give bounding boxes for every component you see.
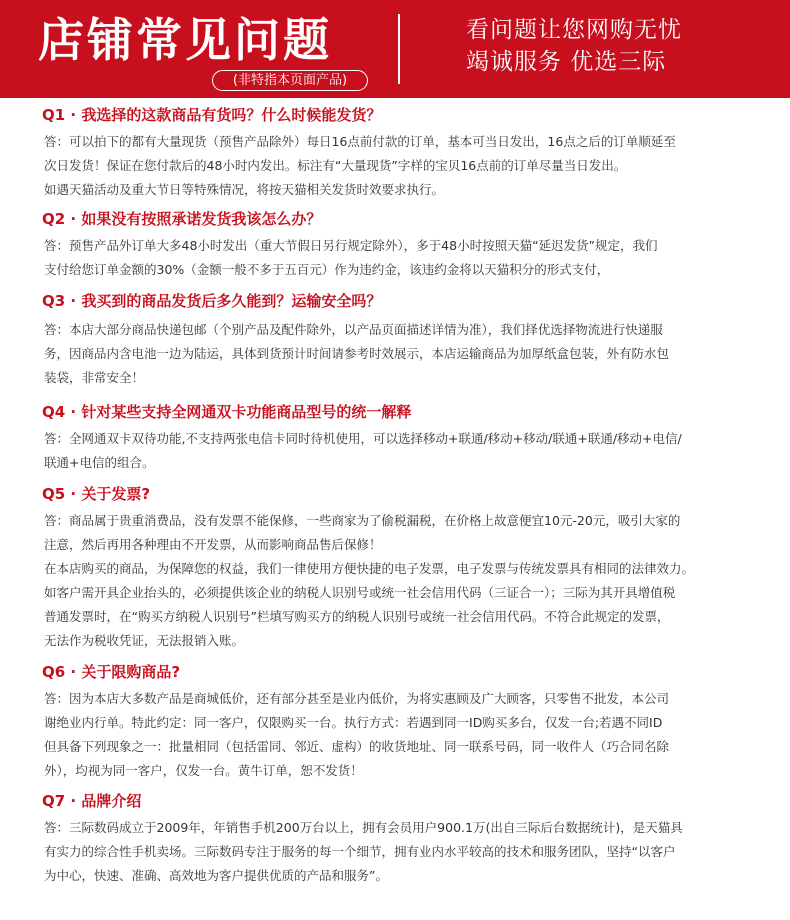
faq-answer [44, 318, 764, 390]
answer-line: 答：预售产品外订单大多48小时发出（重大节假日另行规定除外），多于48小时按照天猫“延迟发货”规定，我们 [44, 238, 658, 253]
answer-line: 答：三际数码成立于2009年，年销售手机200万台以上，拥有会员用户900.1万(出自三际后台数据统计)，是天猫具 [44, 820, 683, 835]
answer-line: 在本店购买的商品，为保障您的权益，我们一律使用方便快捷的电子发票，电子发票与传统发票具有相同的法律效力。 [44, 561, 695, 576]
answer-line: 注意，然后再用各种理由不开发票，从而影响商品售后保修！ [44, 537, 382, 552]
slogan-block [466, 14, 682, 78]
answer-line: 次日发货！保证在您付款后的48小时内发出。标注有“大量现货”字样的宝贝16点前的订单尽量当日发出。 [44, 158, 627, 173]
answer-line: 为中心，快速、准确、高效地为客户提供优质的产品和服务”。 [44, 868, 388, 883]
answer-line: 如客户需开具企业抬头的，必须提供该企业的纳税人识别号或统一社会信用代码（三证合一）；三际为其开具增值税 [44, 585, 676, 600]
faq-question: Q3 · 我买到的商品发货后多久能到？运输安全吗？ [42, 292, 382, 310]
answer-line: 答：可以拍下的都有大量现货（预售产品除外）每日16点前付款的订单，基本可当日发出，16点之后的订单顺延至 [44, 134, 676, 149]
answer-line: 联通+电信的组合。 [44, 455, 155, 470]
faq-question: Q5 · 关于发票? [42, 485, 151, 503]
answer-line: 外），均视为同一客户，仅发一台。黄牛订单，恕不发货！ [44, 763, 363, 778]
slogan-line-1: 看问题让您网购无忧 [466, 17, 682, 43]
faq-question: Q6 · 关于限购商品? [42, 663, 181, 681]
answer-line: 有实力的综合性手机卖场。三际数码专注于服务的每一个细节，拥有业内水平较高的技术和服务团队，坚持“以客户 [44, 844, 676, 859]
answer-line: 如遇天猫活动及重大节日等特殊情况，将按天猫相关发货时效要求执行。 [44, 182, 445, 197]
answer-line: 答：全网通双卡双待功能,不支持两张电信卡同时待机使用，可以选择移动+联通/移动+移动/联通+联通/移动+电信/ [44, 431, 682, 446]
faq-answer [44, 234, 764, 282]
faq-question: Q1 · 我选择的这款商品有货吗？什么时候能发货？ [42, 106, 382, 124]
faq-question: Q4 · 针对某些支持全网通双卡功能商品型号的统一解释 [42, 403, 412, 421]
faq-question: Q2 · 如果没有按照承诺发货我该怎么办？ [42, 210, 322, 228]
header-banner [0, 0, 790, 98]
slogan-line-2: 竭诚服务 优选三际 [466, 49, 667, 75]
answer-line: 答：本店大部分商品快递包邮（个别产品及配件除外，以产品页面描述详情为准），我们择优选择物流进行快递服 [44, 322, 663, 337]
answer-line: 普通发票时，在“购买方纳税人识别号”栏填写购买方的纳税人识别号或统一社会信用代码。不符合此规定的发票， [44, 609, 670, 624]
answer-line: 答：商品属于贵重消费品，没有发票不能保修，一些商家为了偷税漏税，在价格上故意便宜10元-20元，吸引大家的 [44, 513, 681, 528]
faq-answer [44, 427, 764, 475]
disclaimer-badge: (非特指本页面产品) [212, 70, 368, 91]
answer-line: 务，因商品内含电池一边为陆运，具体到货预计时间请参考时效展示，本店运输商品为加厚纸盒包装，外有防水包 [44, 346, 670, 361]
answer-line: 支付给您订单金额的30%（金额一般不多于五百元）作为违约金，该违约金将以天猫积分的形式支付， [44, 262, 610, 277]
faq-answer [44, 816, 764, 888]
answer-line: 无法作为税收凭证，无法报销入账。 [44, 633, 245, 648]
page-title: 店铺常见问题 [38, 13, 332, 67]
header-divider [398, 14, 400, 84]
answer-line: 但具备下列现象之一：批量相同（包括雷同、邻近、虚构）的收货地址、同一联系号码，同一收件人（巧合同名除 [44, 739, 670, 754]
answer-line: 装袋，非常安全！ [44, 370, 145, 385]
faq-answer [44, 130, 764, 202]
answer-line: 答：因为本店大多数产品是商城低价，还有部分甚至是业内低价，为将实惠顾及广大顾客，只零售不批发，本公司 [44, 691, 670, 706]
faq-question: Q7 · 品牌介绍 [42, 792, 142, 810]
answer-line: 谢绝业内行单。特此约定：同一客户，仅限购买一台。执行方式：若遇到同一ID购买多台，仅发一台;若遇不同ID [44, 715, 663, 730]
faq-answer [44, 687, 764, 783]
faq-answer [44, 509, 764, 653]
